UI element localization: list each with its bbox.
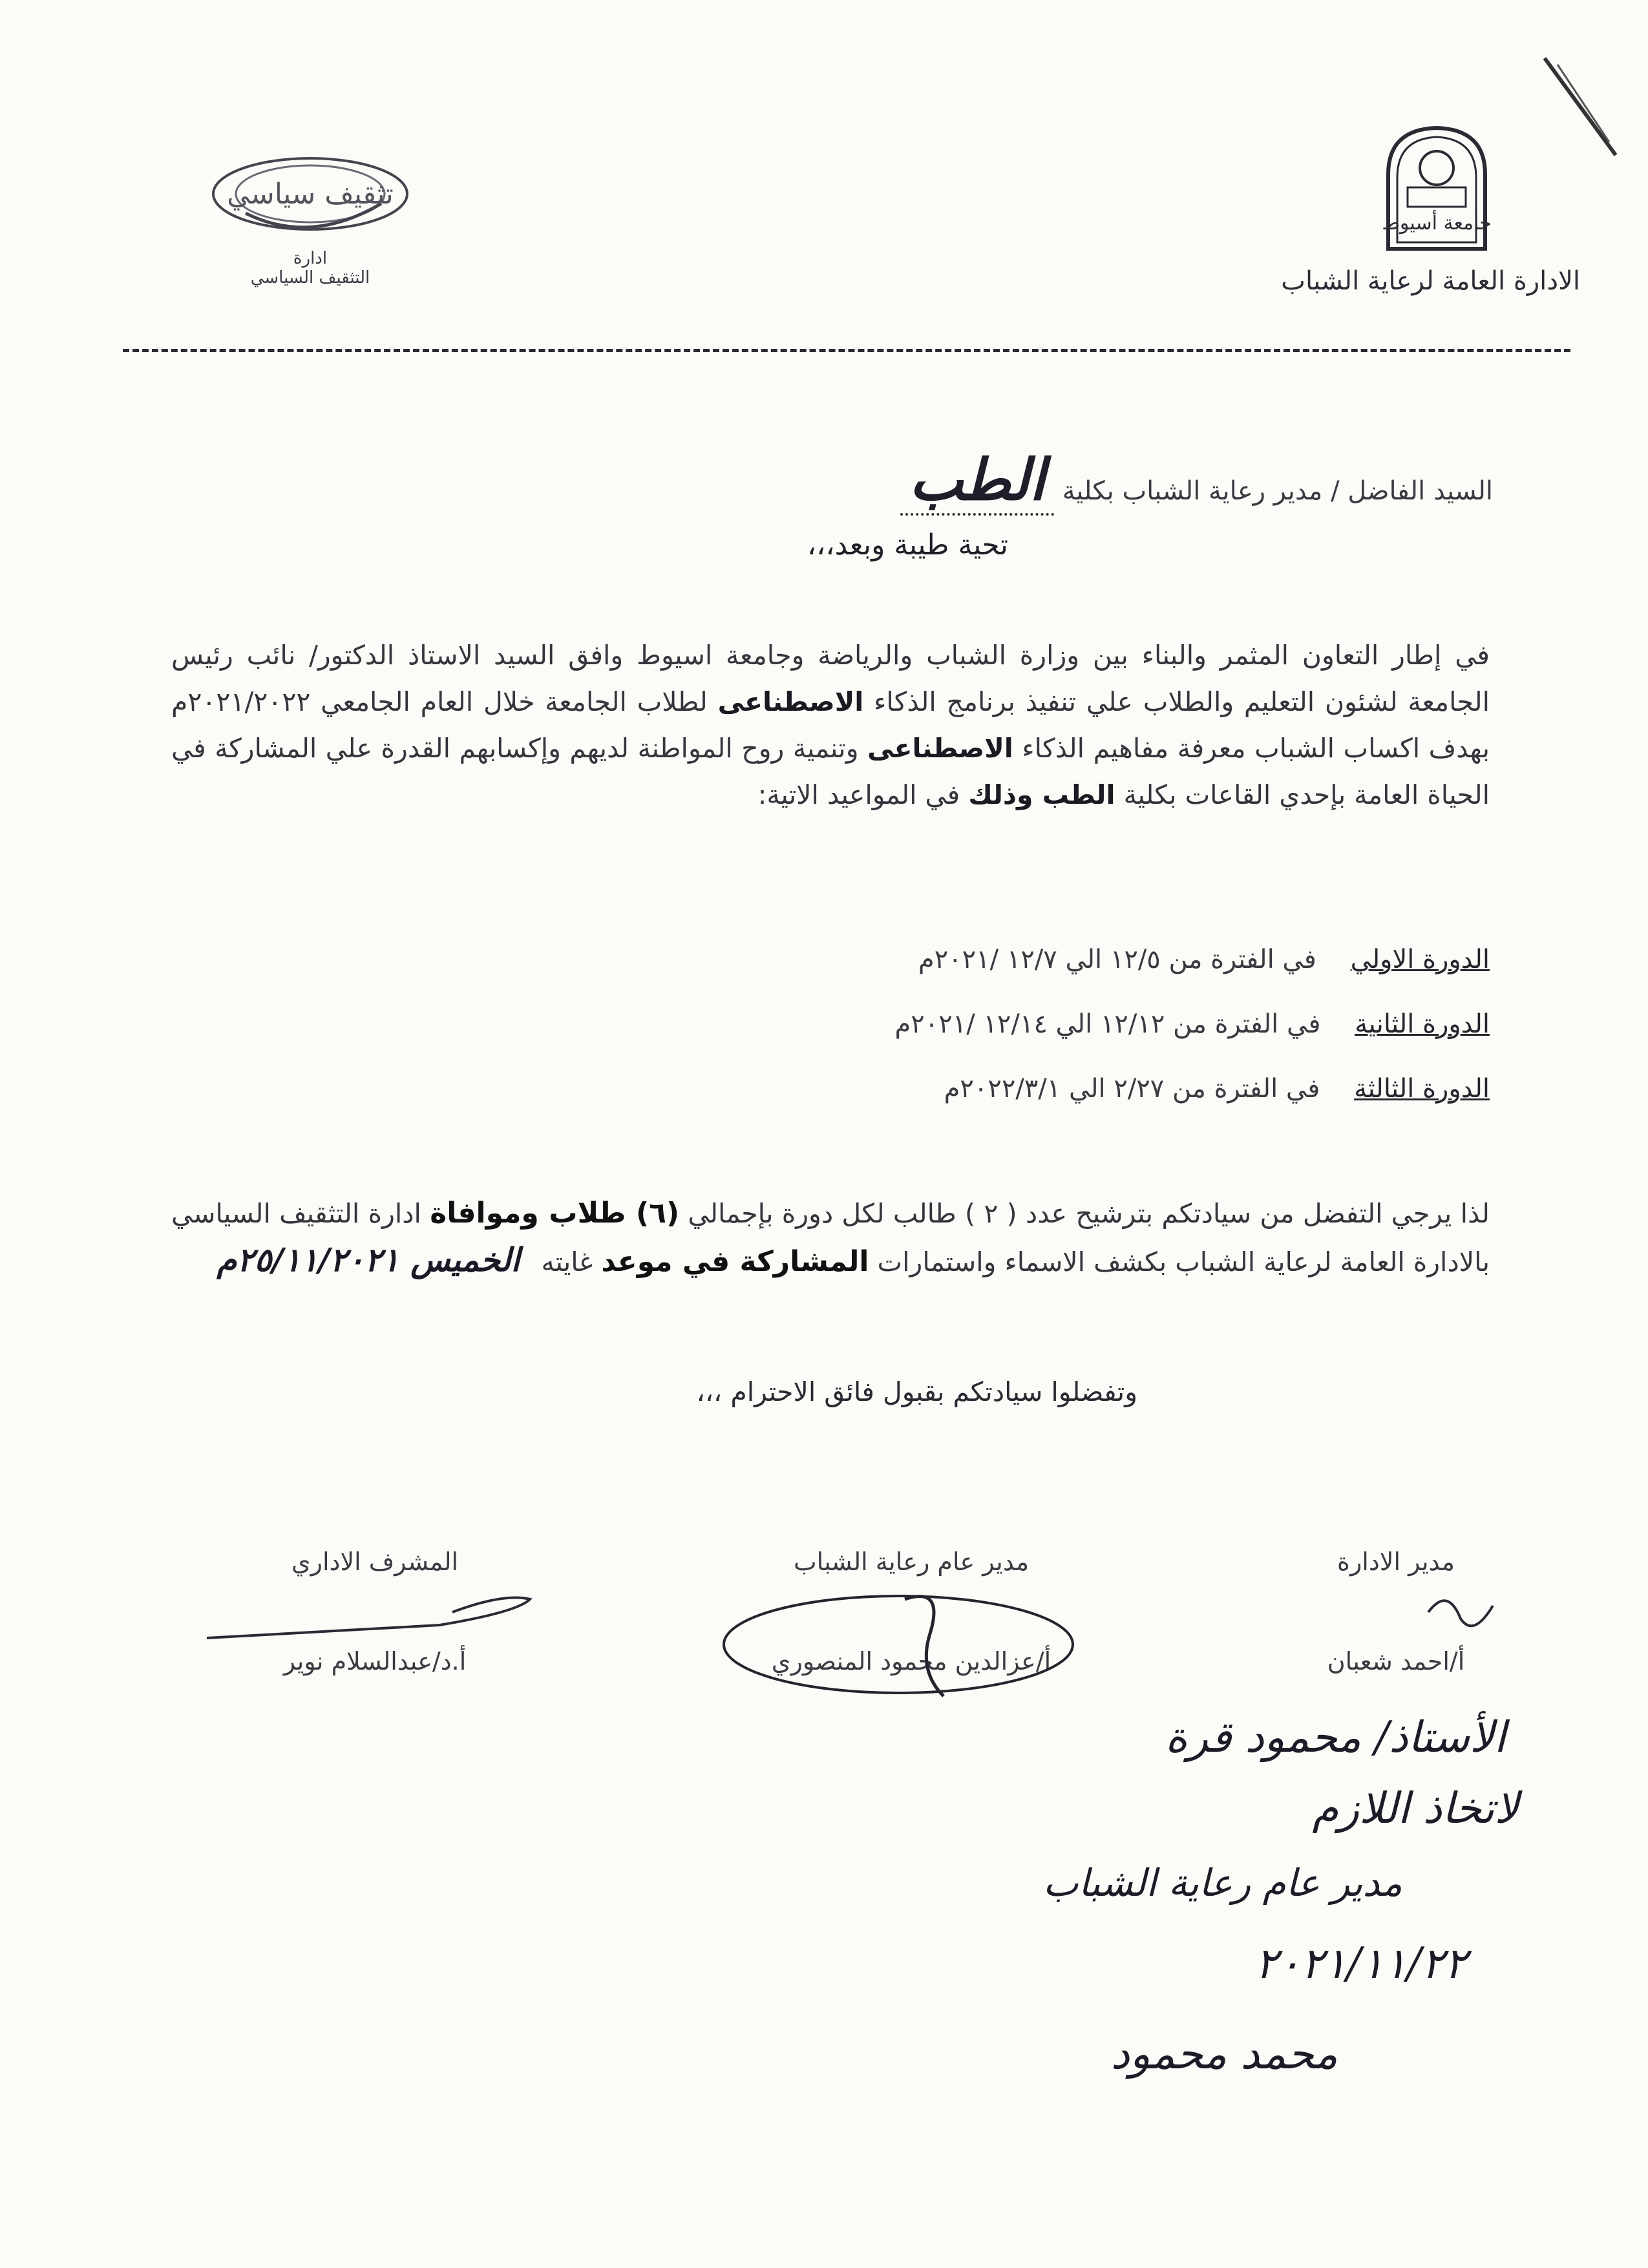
sessions-list xyxy=(145,943,1490,1137)
session-row-2 xyxy=(145,1008,1490,1040)
signature-title: المشرف الاداري xyxy=(291,1548,459,1576)
session-dates: في الفترة من ١٢/٥ الي ١٢/٧ /٢٠٢١م xyxy=(918,945,1316,974)
signature-name: أ/عزالدين محمود المنصوري xyxy=(771,1647,1051,1675)
deadline-handwritten: الخميس ٢٥/١١/٢٠٢١م xyxy=(217,1241,520,1279)
body-text-3: وتنمية روح المواطنة لديهم وإكسابهم القدرة علي المشاركة في الحياة العامة بإحدي القاعات بكلية xyxy=(171,733,1490,810)
signature-block-general-manager xyxy=(711,1548,1112,1675)
signature-title: مدير عام رعاية الشباب xyxy=(793,1548,1030,1576)
body-faculty: الطب وذلك xyxy=(968,779,1115,810)
signature-name: أ.د/عبدالسلام نوير xyxy=(283,1647,467,1675)
handwritten-line-5: محمد محمود xyxy=(1110,2029,1338,2079)
session-dates: في الفترة من ١٢/١٢ الي ١٢/١٤ /٢٠٢١م xyxy=(894,1009,1321,1039)
svg-text:تثقيف سياسي: تثقيف سياسي xyxy=(227,178,394,211)
body-text-2: لطلاب الجامعة خلال العام الجامعي ٢٠٢١/٢٠٢٢م بهدف اكساب الشباب معرفة مفاهيم الذكاء xyxy=(171,686,1490,764)
request-text-3: غايته xyxy=(541,1246,593,1277)
culture-caption xyxy=(207,249,414,288)
signature-scribble xyxy=(711,1573,1112,1716)
signature-block-supervisor xyxy=(194,1548,556,1675)
addressee-text: السيد الفاضل / مدير رعاية الشباب بكلية xyxy=(1062,476,1493,506)
signature-scribble xyxy=(1267,1573,1525,1651)
handwritten-line-1: الأستاذ/ محمود قرة xyxy=(1165,1712,1506,1762)
handwritten-line-3: مدير عام رعاية الشباب xyxy=(1043,1861,1402,1905)
handwritten-line-2: لاتخاذ اللازم xyxy=(1312,1783,1519,1833)
assiut-university-logo xyxy=(1382,123,1492,252)
addressee-line xyxy=(900,446,1493,513)
body-text-4: في المواعيد الاتية: xyxy=(757,779,960,810)
session-row-3 xyxy=(145,1073,1490,1105)
session-name: الدورة الثانية xyxy=(1355,1009,1490,1039)
signature-block-director xyxy=(1267,1548,1525,1675)
signature-name: أ/احمد شعبان xyxy=(1327,1647,1465,1675)
handwritten-annotation xyxy=(840,1712,1519,2165)
corner-pen-mark xyxy=(1538,52,1622,162)
session-dates: في الفترة من ٢/٢٧ الي ٢٠٢٢/٣/١م xyxy=(944,1074,1320,1104)
request-text-1: لذا يرجي التفضل من سيادتكم بترشيح عدد ( ٢ ) طالب لكل دورة بإجمالي xyxy=(688,1198,1490,1229)
signature-scribble xyxy=(194,1573,556,1651)
handwritten-line-4: ٢٠٢١/١١/٢٢ xyxy=(1254,1938,1467,1988)
session-name: الدورة الثالثة xyxy=(1354,1074,1490,1104)
department-title: الادارة العامة لرعاية الشباب xyxy=(1281,266,1580,296)
body-ai-term-2: الاصطناعى xyxy=(867,733,1013,764)
body-ai-term-1: الاصطناعى xyxy=(717,686,864,717)
svg-text:جامعة أسيوط: جامعة أسيوط xyxy=(1382,212,1492,235)
request-text-2: ادارة التثقيف السياسي بالادارة العامة لرعاية الشباب بكشف الاسماء واستمارات xyxy=(171,1198,1490,1277)
signature-title: مدير الادارة xyxy=(1337,1548,1455,1576)
culture-caption-line1: ادارة xyxy=(293,249,328,268)
body-text-1: في إطار التعاون المثمر والبناء بين وزارة الشباب والرياضة وجامعة اسيوط وافق السيد الاستاذ الدكتور/ نائب رئيس الجامعة لشئون التعليم والطلاب علي تنفيذ برنامج الذكاء xyxy=(171,640,1490,717)
request-paragraph xyxy=(171,1190,1490,1285)
greeting: تحية طيبة وبعد،،، xyxy=(807,529,1008,562)
request-total: (٦) طلاب وموافاة xyxy=(430,1197,680,1230)
faculty-handwritten: الطب xyxy=(900,446,1054,516)
session-name: الدورة الاولي xyxy=(1350,945,1490,974)
culture-caption-line2: التثقيف السياسي xyxy=(250,268,370,288)
session-row-1 xyxy=(145,943,1490,976)
header-divider xyxy=(123,349,1570,352)
closing-line: وتفضلوا سيادتكم بقبول فائق الاحترام ،،، xyxy=(696,1376,1137,1407)
body-paragraph xyxy=(171,632,1490,818)
request-participation: المشاركة في موعد xyxy=(601,1245,869,1278)
